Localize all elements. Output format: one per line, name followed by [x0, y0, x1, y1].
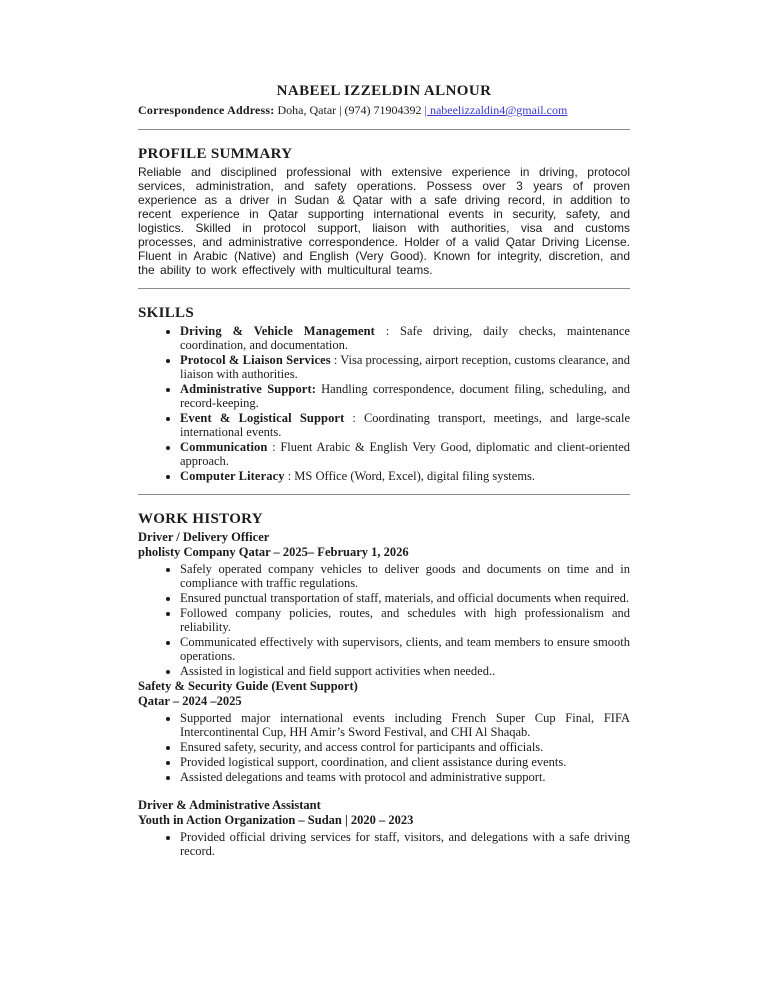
- contact-line: [138, 102, 630, 118]
- job-bullet: • Communicated effectively with supervisors, clients, and team members to ensure smooth operations.: [180, 635, 630, 663]
- resume-header: [138, 82, 630, 118]
- work-history-heading: WORK HISTORY: [138, 511, 263, 527]
- skill-label: Driving & Vehicle Management: [180, 324, 375, 338]
- header-divider: [138, 129, 630, 130]
- skill-label: Communication: [180, 440, 268, 454]
- job-list: [138, 530, 630, 858]
- skill-item: [180, 411, 630, 439]
- contact-label: Correspondence Address:: [138, 103, 275, 117]
- job-bullets: [138, 562, 630, 678]
- job-bullet: • Assisted in logistical and field support activities when needed..: [180, 664, 630, 678]
- skill-label: Computer Literacy: [180, 469, 285, 483]
- profile-summary-heading: PROFILE SUMMARY: [138, 146, 293, 162]
- job-entry: [138, 530, 630, 678]
- skill-item: [180, 382, 630, 410]
- job-title: Driver / Delivery Officer: [138, 530, 270, 544]
- profile-summary-section: [138, 145, 630, 277]
- job-bullet: • Assisted delegations and teams with protocol and administrative support.: [180, 770, 630, 784]
- skill-item: [180, 469, 630, 483]
- skill-text: Handling correspondence, document filing, scheduling, and record-keeping.: [180, 382, 630, 410]
- contact-details: Doha, Qatar | (974) 71904392: [274, 103, 425, 117]
- profile-divider: [138, 288, 630, 289]
- job-meta: Qatar – 2024 –2025: [138, 694, 242, 708]
- skill-text: : Fluent Arabic & English Very Good, diplomatic and client-oriented approach.: [180, 440, 630, 468]
- skill-item: [180, 324, 630, 352]
- job-bullet: • Followed company policies, routes, and schedules with high professionalism and reliability.: [180, 606, 630, 634]
- skill-label: Administrative Support:: [180, 382, 316, 396]
- job-meta: pholisty Company Qatar – 2025– February 1, 2026: [138, 545, 409, 559]
- skill-label: Protocol & Liaison Services: [180, 353, 331, 367]
- job-bullet: • Provided logistical support, coordination, and client assistance during events.: [180, 755, 630, 769]
- skill-item: [180, 353, 630, 381]
- skill-text: : Coordinating transport, meetings, and large-scale international events.: [180, 411, 630, 439]
- job-bullet: • Safely operated company vehicles to deliver goods and documents on time and in compliance with traffic regulations.: [180, 562, 630, 590]
- skill-text: : Safe driving, daily checks, maintenance coordination, and documentation.: [180, 324, 630, 352]
- skills-divider: [138, 494, 630, 495]
- job-bullets: [138, 711, 630, 784]
- email-link[interactable]: | nabeelizzaldin4@gmail.com: [424, 103, 568, 117]
- job-bullet: • Ensured punctual transportation of staff, materials, and official documents when required.: [180, 591, 630, 605]
- work-history-section: [138, 510, 630, 858]
- candidate-name: NABEEL IZZELDIN ALNOUR: [276, 83, 492, 99]
- job-title: Safety & Security Guide (Event Support): [138, 679, 358, 693]
- job-bullet: • Provided official driving services for staff, visitors, and delegations with a safe driving record.: [180, 830, 630, 858]
- job-bullet: • Ensured safety, security, and access control for participants and officials.: [180, 740, 630, 754]
- skill-text: : Visa processing, airport reception, customs clearance, and liaison with authorities.: [180, 353, 630, 381]
- job-entry: [138, 798, 630, 858]
- job-bullet: • Supported major international events including French Super Cup Final, FIFA Intercontinental Cup, HH Amir’s Sword Festival, and CHI Al Shaqab.: [180, 711, 630, 739]
- job-bullets: [138, 830, 630, 858]
- skill-label: Event & Logistical Support: [180, 411, 345, 425]
- job-title: Driver & Administrative Assistant: [138, 798, 321, 812]
- profile-summary-text: Reliable and disciplined professional with extensive experience in driving, protocol services, administration, and safety operations. Possess over 3 years of proven experience as a driver in Sudan & Qatar with a safe driving record, in addition to recent experience in Qatar supporting international events in security, safety, and logistics. Skilled in protocol support, liaison with authorities, visa and customs processes, and administrative correspondence. Holder of a valid Qatar Driving License. Fluent in Arabic (Native) and English (Very Good). Known for integrity, discretion, and the ability to work effectively with multicultural teams.: [138, 165, 630, 277]
- skills-list: [138, 324, 630, 483]
- job-meta: Youth in Action Organization – Sudan | 2020 – 2023: [138, 813, 414, 827]
- job-entry: [138, 679, 630, 784]
- skill-text: : MS Office (Word, Excel), digital filing systems.: [284, 469, 536, 483]
- skills-heading: SKILLS: [138, 305, 194, 321]
- skills-section: [138, 304, 630, 483]
- skill-item: [180, 440, 630, 468]
